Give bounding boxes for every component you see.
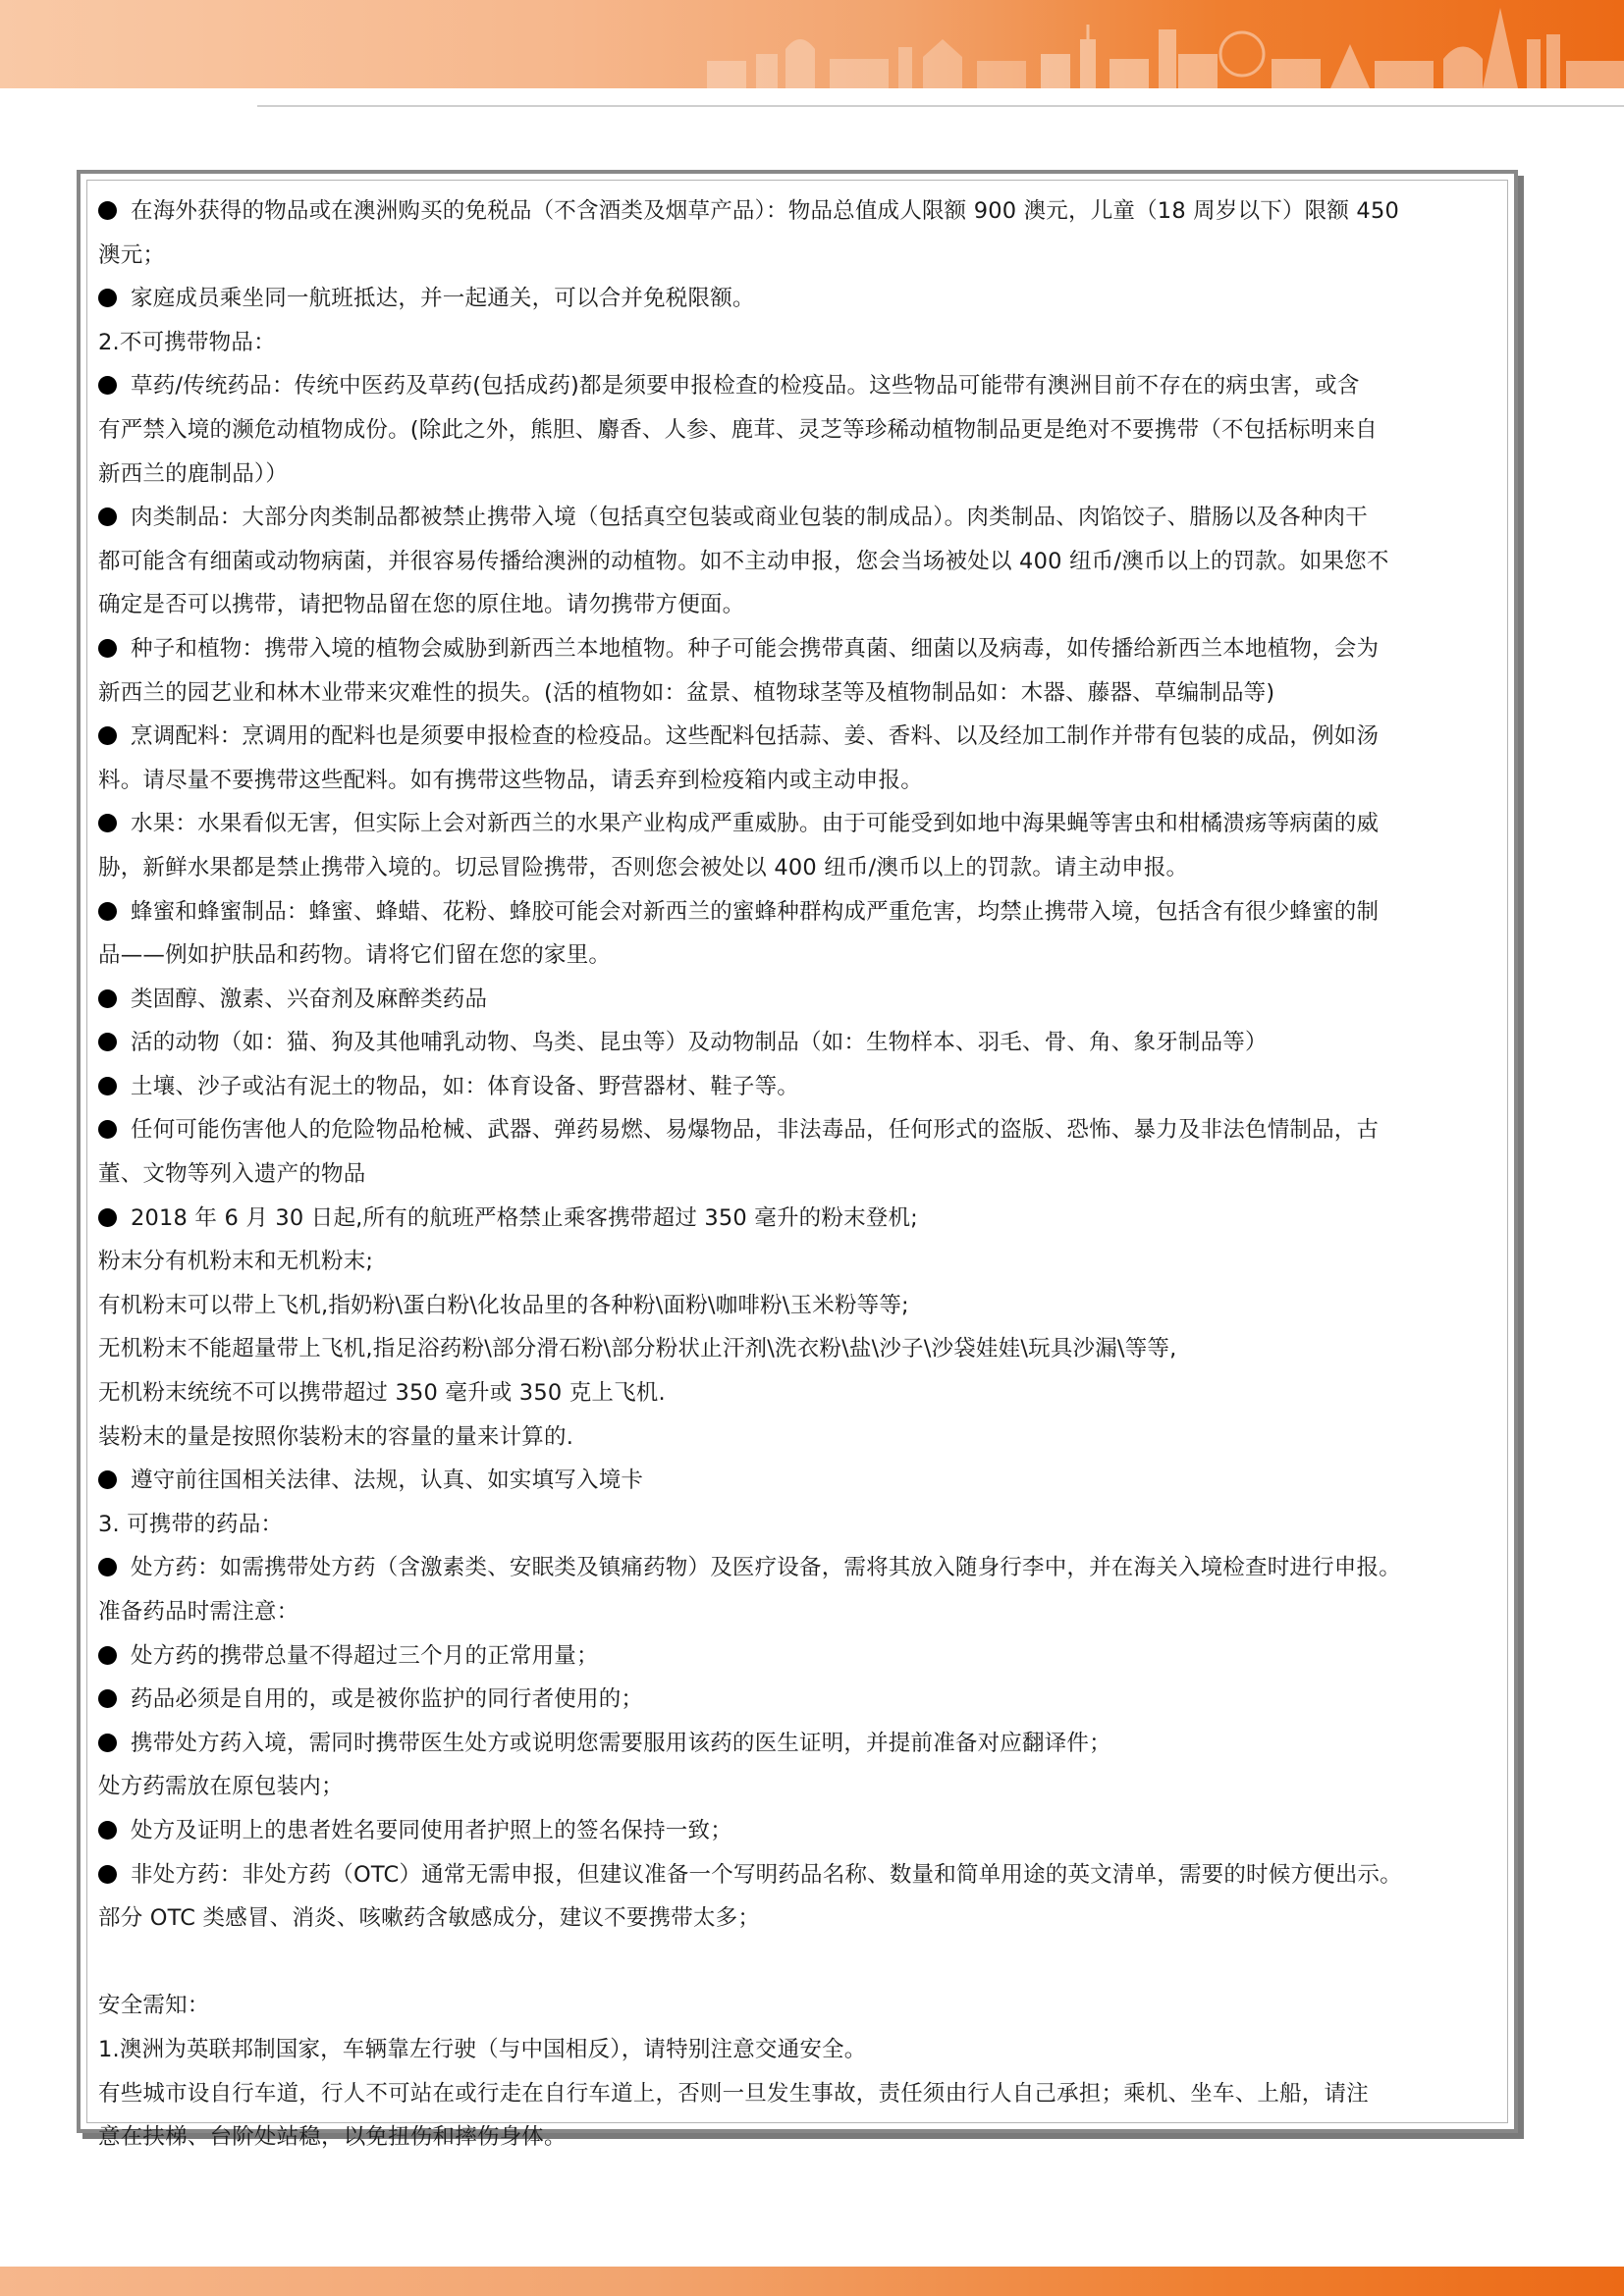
text-line bbox=[98, 2072, 1502, 2116]
line-text: 处方药需放在原包装内； bbox=[98, 1774, 344, 1800]
text-line bbox=[98, 321, 1502, 365]
line-text: 准备药品时需注意： bbox=[98, 1599, 299, 1625]
bullet-item bbox=[98, 890, 1502, 934]
text-line bbox=[98, 1941, 1502, 1985]
line-text: 料。请尽量不要携带这些配料。如有携带这些物品，请丢弃到检疫箱内或主动申报。 bbox=[98, 767, 923, 793]
text-line bbox=[98, 1240, 1502, 1284]
text-line bbox=[98, 2028, 1502, 2072]
line-text: 1.澳洲为英联邦制国家，车辆靠左行驶（与中国相反），请特别注意交通安全。 bbox=[98, 2036, 867, 2062]
line-text: 无机粉末不能超量带上飞机,指足浴药粉\部分滑石粉\部分粉状止汗剂\洗衣粉\盐\沙子\沙袋娃娃\玩具沙漏\等等, bbox=[98, 1336, 1177, 1362]
line-text: 烹调配料：烹调用的配料也是须要申报检查的检疫品。这些配料包括蒜、姜、香料、以及经加工制作并带有包装的成品，例如汤 bbox=[131, 723, 1380, 750]
text-line bbox=[98, 540, 1502, 584]
bullet-icon bbox=[98, 376, 117, 395]
bullet-item bbox=[98, 802, 1502, 846]
line-text: 有机粉末可以带上飞机,指奶粉\蛋白粉\化妆品里的各种粉\面粉\咖啡粉\玉米粉等等; bbox=[98, 1292, 909, 1318]
line-text: 家庭成员乘坐同一航班抵达，并一起通关，可以合并免税限额。 bbox=[131, 286, 755, 312]
line-text: 携带处方药入境，需同时携带医生处方或说明您需要服用该药的医生证明，并提前准备对应翻译件； bbox=[131, 1730, 1111, 1756]
text-line bbox=[98, 1327, 1502, 1371]
text-line bbox=[98, 671, 1502, 716]
line-text: 董、文物等列入遗产的物品 bbox=[98, 1161, 366, 1188]
line-text: 种子和植物：携带入境的植物会威胁到新西兰本地植物。种子可能会携带真菌、细菌以及病毒，如传播给新西兰本地植物，会为 bbox=[131, 635, 1380, 662]
bullet-icon bbox=[98, 1821, 117, 1840]
line-text: 胁，新鲜水果都是禁止携带入境的。切忌冒险携带，否则您会被处以 400 纽币/澳币以上的罚款。请主动申报。 bbox=[98, 854, 1189, 881]
bullet-icon bbox=[98, 1033, 117, 1051]
line-text: 安全需知： bbox=[98, 1993, 210, 2019]
top-banner bbox=[0, 0, 1624, 88]
line-text: 意在扶梯、台阶处站稳，以免扭伤和摔伤身体。 bbox=[98, 2124, 567, 2151]
bullet-icon bbox=[98, 814, 117, 832]
text-line bbox=[98, 1984, 1502, 2028]
text-line bbox=[98, 408, 1502, 453]
text-line bbox=[98, 1896, 1502, 1941]
bullet-item bbox=[98, 1809, 1502, 1853]
bullet-icon bbox=[98, 1734, 117, 1752]
text-line bbox=[98, 934, 1502, 978]
line-text: 土壤、沙子或沾有泥土的物品，如：体育设备、野营器材、鞋子等。 bbox=[131, 1073, 800, 1099]
line-text: 处方药的携带总量不得超过三个月的正常用量； bbox=[131, 1642, 599, 1669]
line-text: 遵守前往国相关法律、法规，认真、如实填写入境卡 bbox=[131, 1468, 644, 1494]
line-text: 无机粉末统统不可以携带超过 350 毫升或 350 克上飞机. bbox=[98, 1380, 666, 1407]
line-text: 部分 OTC 类感冒、消炎、咳嗽药含敏感成分，建议不要携带太多； bbox=[98, 1905, 761, 1932]
text-line bbox=[98, 759, 1502, 803]
text-line bbox=[98, 1765, 1502, 1809]
line-text: 2018 年 6 月 30 日起,所有的航班严格禁止乘客携带超过 350 毫升的粉末登机; bbox=[131, 1204, 918, 1231]
bullet-item bbox=[98, 1546, 1502, 1590]
line-text: 装粉末的量是按照你装粉末的容量的量来计算的. bbox=[98, 1423, 574, 1450]
text-line bbox=[98, 1371, 1502, 1415]
bullet-icon bbox=[98, 1646, 117, 1665]
bullet-icon bbox=[98, 507, 117, 526]
bullet-item bbox=[98, 1459, 1502, 1503]
bullet-icon bbox=[98, 289, 117, 307]
bullet-icon bbox=[98, 1077, 117, 1095]
bullet-item bbox=[98, 978, 1502, 1022]
line-text: 蜂蜜和蜂蜜制品：蜂蜜、蜂蜡、花粉、蜂胶可能会对新西兰的蜜蜂种群构成严重危害，均禁止携带入境，包括含有很少蜂蜜的制 bbox=[131, 898, 1380, 925]
bullet-icon bbox=[98, 201, 117, 220]
line-text: 3. 可携带的药品： bbox=[98, 1511, 284, 1537]
document-body bbox=[98, 189, 1502, 2160]
text-line bbox=[98, 234, 1502, 278]
text-line bbox=[98, 1503, 1502, 1547]
bullet-item bbox=[98, 715, 1502, 759]
bullet-item bbox=[98, 1021, 1502, 1065]
bullet-icon bbox=[98, 639, 117, 658]
text-line bbox=[98, 2115, 1502, 2160]
line-text: 任何可能伤害他人的危险物品枪械、武器、弹药易燃、易爆物品，非法毒品，任何形式的盗版、恐怖、暴力及非法色情制品，古 bbox=[131, 1117, 1380, 1144]
bullet-item bbox=[98, 1678, 1502, 1722]
line-text: 新西兰的鹿制品）） bbox=[98, 460, 289, 487]
text-line bbox=[98, 1152, 1502, 1197]
line-text: 粉末分有机粉末和无机粉末; bbox=[98, 1249, 374, 1275]
line-text: 确定是否可以携带，请把物品留在您的原住地。请勿携带方便面。 bbox=[98, 592, 745, 618]
line-text: 在海外获得的物品或在澳洲购买的免税品（不含酒类及烟草产品）：物品总值成人限额 900 澳元，儿童（18 周岁以下）限额 450 bbox=[131, 198, 1399, 224]
text-line bbox=[98, 1415, 1502, 1460]
bullet-item bbox=[98, 1722, 1502, 1766]
skyline-illustration bbox=[0, 0, 1624, 88]
bullet-icon bbox=[98, 1208, 117, 1227]
line-text: 非处方药：非处方药（OTC）通常无需申报，但建议准备一个写明药品名称、数量和简单用途的英文清单，需要的时候方便出示。 bbox=[131, 1861, 1402, 1888]
bullet-icon bbox=[98, 1865, 117, 1884]
line-text: 澳元； bbox=[98, 241, 166, 268]
text-line bbox=[98, 1590, 1502, 1634]
bullet-item bbox=[98, 1634, 1502, 1679]
line-text: 类固醇、激素、兴奋剂及麻醉类药品 bbox=[131, 986, 488, 1012]
line-text: 草药/传统药品：传统中医药及草药(包括成药)都是须要申报检查的检疫品。这些物品可能带有澳洲目前不存在的病虫害，或含 bbox=[131, 373, 1360, 400]
line-text: 药品必须是自用的，或是被你监护的同行者使用的； bbox=[131, 1686, 644, 1713]
bullet-item bbox=[98, 189, 1502, 234]
bullet-item bbox=[98, 364, 1502, 408]
bullet-icon bbox=[98, 1558, 117, 1576]
bullet-icon bbox=[98, 1689, 117, 1708]
text-line bbox=[98, 453, 1502, 497]
bullet-item bbox=[98, 1065, 1502, 1109]
line-text: 处方及证明上的患者姓名要同使用者护照上的签名保持一致； bbox=[131, 1817, 732, 1843]
bullet-icon bbox=[98, 1470, 117, 1489]
line-text: 处方药：如需携带处方药（含激素类、安眠类及镇痛药物）及医疗设备，需将其放入随身行李中，并在海关入境检查时进行申报。 bbox=[131, 1555, 1401, 1581]
bottom-banner bbox=[0, 2267, 1624, 2296]
line-text: 品——例如护肤品和药物。请将它们留在您的家里。 bbox=[98, 942, 612, 969]
bullet-item bbox=[98, 496, 1502, 540]
bullet-item bbox=[98, 1197, 1502, 1241]
line-text: 活的动物（如：猫、狗及其他哺乳动物、鸟类、昆虫等）及动物制品（如：生物样本、羽毛、骨、角、象牙制品等） bbox=[131, 1030, 1268, 1056]
bullet-icon bbox=[98, 1120, 117, 1139]
bullet-item bbox=[98, 1108, 1502, 1152]
text-line bbox=[98, 1284, 1502, 1328]
bullet-icon bbox=[98, 989, 117, 1008]
bullet-icon bbox=[98, 726, 117, 745]
bullet-item bbox=[98, 1853, 1502, 1897]
line-text: 有严禁入境的濒危动植物成份。(除此之外，熊胆、麝香、人参、鹿茸、灵芝等珍稀动植物制品更是绝对不要携带（不包括标明来自 bbox=[98, 416, 1378, 443]
bullet-item bbox=[98, 277, 1502, 321]
header-rule bbox=[257, 105, 1624, 107]
text-line bbox=[98, 583, 1502, 627]
line-text: 都可能含有细菌或动物病菌，并很容易传播给澳洲的动植物。如不主动申报，您会当场被处以 400 纽币/澳币以上的罚款。如果您不 bbox=[98, 548, 1389, 574]
line-text: 水果：水果看似无害，但实际上会对新西兰的水果产业构成严重威胁。由于可能受到如地中海果蝇等害虫和柑橘溃疡等病菌的威 bbox=[131, 811, 1380, 837]
line-text: 新西兰的园艺业和林木业带来灾难性的损失。(活的植物如：盆景、植物球茎等及植物制品如：木器、藤器、草编制品等) bbox=[98, 679, 1275, 706]
line-text: 有些城市设自行车道，行人不可站在或行走在自行车道上，否则一旦发生事故，责任须由行人自己承担；乘机、坐车、上船，请注 bbox=[98, 2080, 1369, 2107]
line-text: 肉类制品：大部分肉类制品都被禁止携带入境（包括真空包装或商业包装的制成品）。肉类制品、肉馅饺子、腊肠以及各种肉干 bbox=[131, 505, 1368, 531]
bullet-item bbox=[98, 627, 1502, 671]
bullet-icon bbox=[98, 902, 117, 921]
line-text: 2.不可携带物品： bbox=[98, 329, 276, 355]
text-line bbox=[98, 846, 1502, 890]
